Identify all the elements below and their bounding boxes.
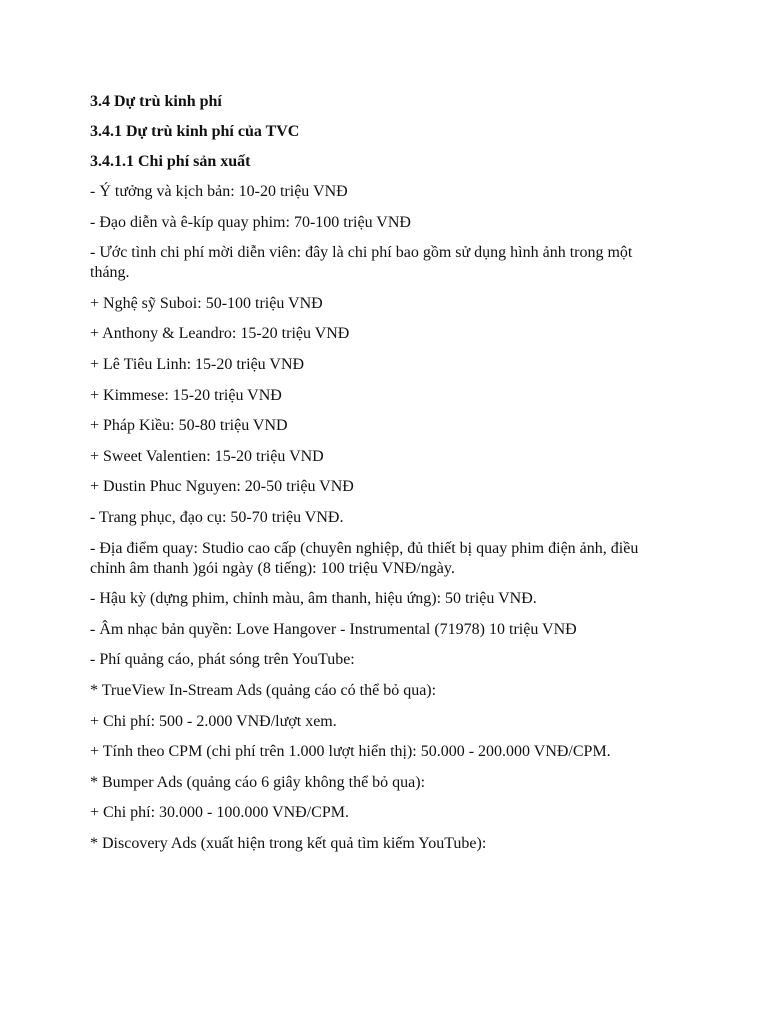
list-item: + Chi phí: 500 - 2.000 VNĐ/lượt xem. — [90, 712, 337, 730]
list-item: + Dustin Phuc Nguyen: 20-50 triệu VNĐ — [90, 478, 354, 496]
list-item: - Ước tình chi phí mời diễn viên: đây là chi phí bao gồm sử dụng hình ảnh trong một tháng. — [90, 244, 633, 282]
document-body — [90, 92, 670, 864]
list-item: + Anthony & Leandro: 15-20 triệu VNĐ — [90, 325, 350, 343]
list-item: * Discovery Ads (xuất hiện trong kết quả tìm kiếm YouTube): — [90, 834, 487, 852]
list-item: - Hậu kỳ (dựng phim, chỉnh màu, âm thanh, hiệu ứng): 50 triệu VNĐ. — [90, 590, 537, 608]
list-item: - Trang phục, đạo cụ: 50-70 triệu VNĐ. — [90, 508, 344, 526]
list-item: - Địa điểm quay: Studio cao cấp (chuyên nghiệp, đủ thiết bị quay phim điện ảnh, điều chỉnh âm thanh )gói ngày (8 tiếng): 100 triệu VNĐ/ngày. — [90, 539, 639, 577]
list-item: - Ý tưởng và kịch bản: 10-20 triệu VNĐ — [90, 183, 348, 200]
list-item: + Kimmese: 15-20 triệu VNĐ — [90, 386, 282, 404]
list-item: + Tính theo CPM (chi phí trên 1.000 lượt hiển thị): 50.000 - 200.000 VNĐ/CPM. — [90, 743, 611, 761]
section-heading: 3.4 Dự trù kinh phí — [90, 93, 222, 110]
subsection-heading: 3.4.1 Dự trù kinh phí của TVC — [90, 123, 300, 140]
list-item: + Nghệ sỹ Suboi: 50-100 triệu VNĐ — [90, 294, 323, 312]
list-item: - Phí quảng cáo, phát sóng trên YouTube: — [90, 651, 355, 669]
list-item: * TrueView In-Stream Ads (quảng cáo có thể bỏ qua): — [90, 681, 437, 699]
list-item: * Bumper Ads (quảng cáo 6 giây không thể bỏ qua): — [90, 773, 426, 791]
list-item: + Sweet Valentien: 15-20 triệu VND — [90, 447, 324, 465]
subsubsection-heading: 3.4.1.1 Chi phí sản xuất — [90, 153, 251, 170]
list-item: + Lê Tiêu Linh: 15-20 triệu VNĐ — [90, 355, 305, 373]
list-item: - Âm nhạc bản quyền: Love Hangover - Instrumental (71978) 10 triệu VNĐ — [90, 620, 577, 638]
list-item: + Chi phí: 30.000 - 100.000 VNĐ/CPM. — [90, 804, 349, 822]
list-item: + Pháp Kiều: 50-80 triệu VND — [90, 417, 288, 435]
list-item: - Đạo diễn và ê-kíp quay phim: 70-100 triệu VNĐ — [90, 213, 411, 231]
